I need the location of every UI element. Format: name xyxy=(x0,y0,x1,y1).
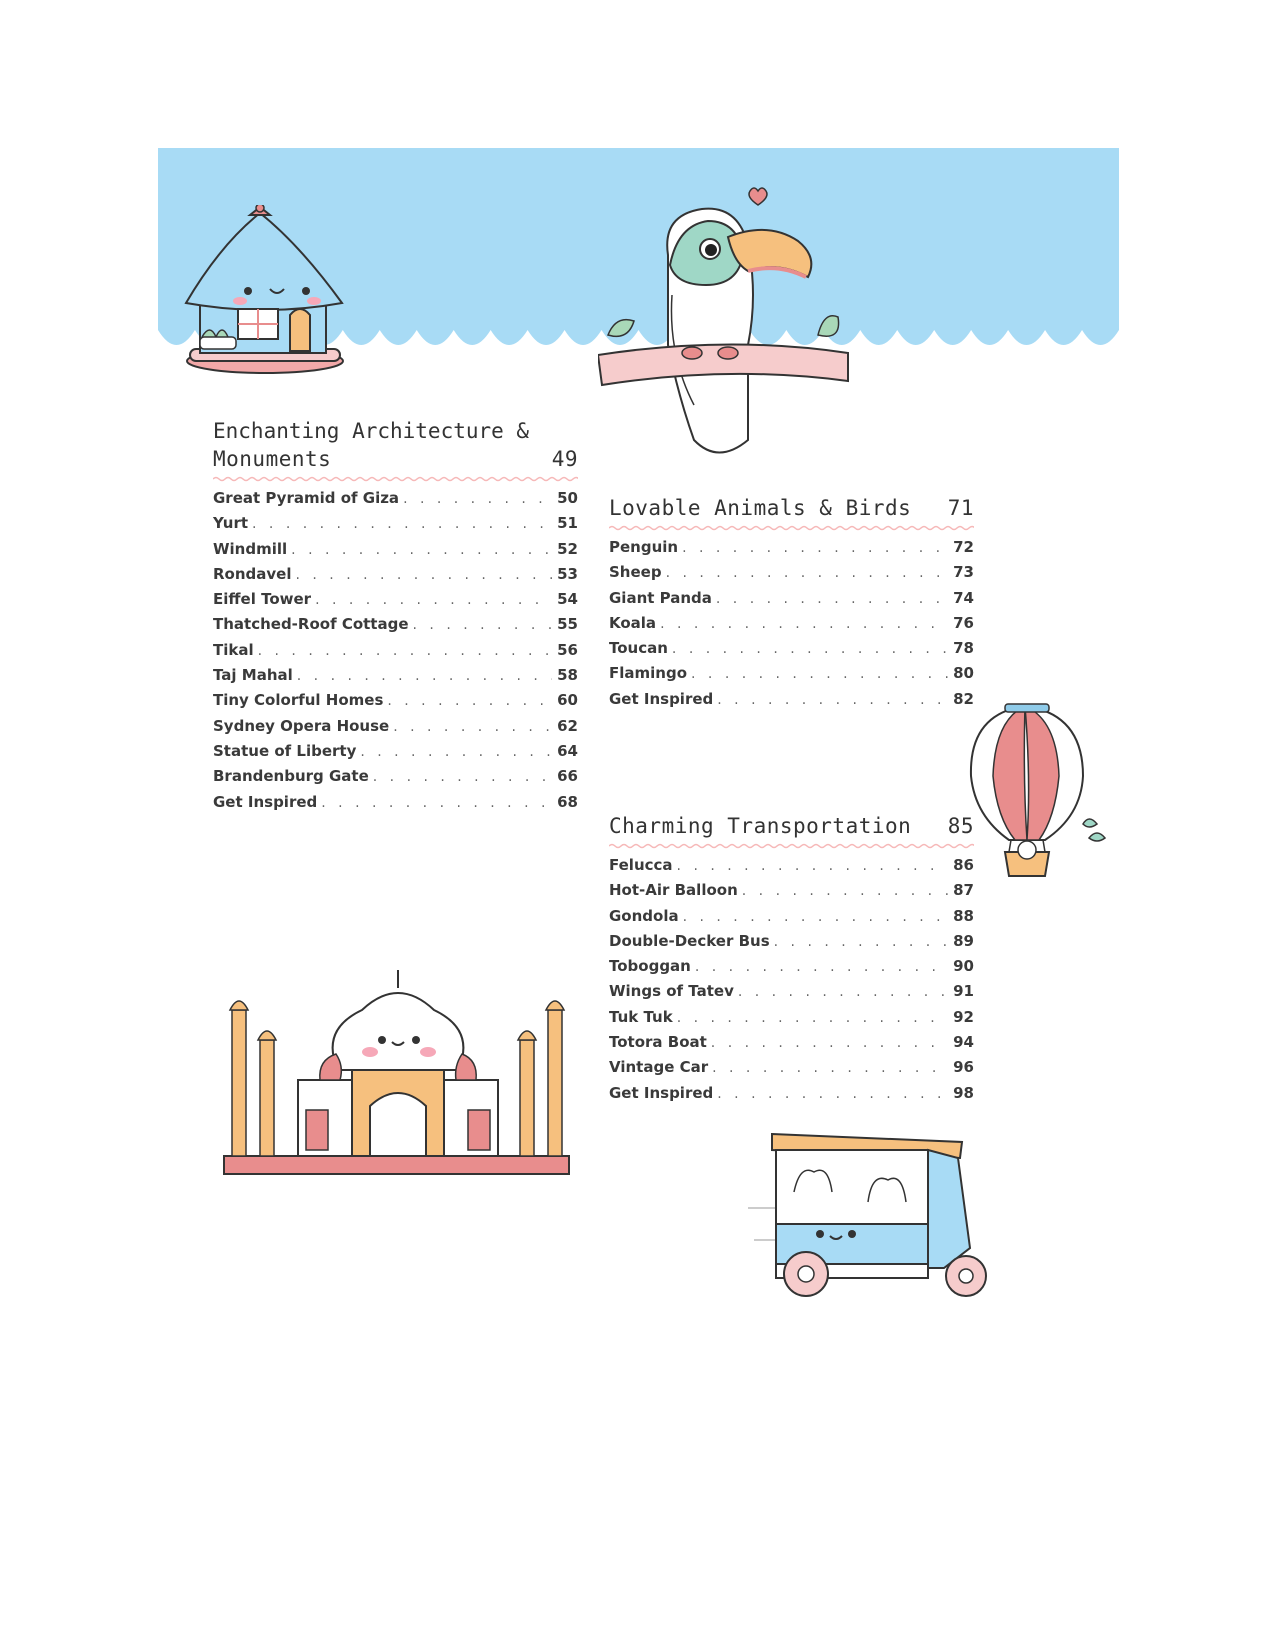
dot-leader xyxy=(716,591,948,607)
toc-entry-title: Tiny Colorful Homes xyxy=(213,691,384,710)
toc-entry[interactable] xyxy=(213,565,578,590)
toc-entry[interactable] xyxy=(609,881,974,906)
toc-entry-title: Giant Panda xyxy=(609,588,712,607)
toc-entry-title: Hot-Air Balloon xyxy=(609,881,738,900)
dot-leader xyxy=(660,616,948,632)
toc-entry[interactable] xyxy=(609,932,974,957)
dot-leader xyxy=(403,491,552,507)
dot-leader xyxy=(742,883,948,899)
dot-leader xyxy=(691,666,948,682)
toc-entry-page: 88 xyxy=(953,906,974,925)
toc-entry[interactable] xyxy=(609,1033,974,1058)
toc-section-architecture xyxy=(213,418,578,818)
taj-mahal-icon xyxy=(220,970,575,1180)
wavy-divider xyxy=(609,842,974,850)
toc-entry-page: 66 xyxy=(557,767,578,786)
toc-entry[interactable] xyxy=(609,690,974,715)
toc-entry-page: 86 xyxy=(953,856,974,874)
toc-list xyxy=(609,538,974,715)
dot-leader xyxy=(711,1035,948,1051)
toc-entry-title: Great Pyramid of Giza xyxy=(213,489,400,507)
toc-entry-title: Brandenburg Gate xyxy=(213,767,369,786)
toc-entry[interactable] xyxy=(609,538,974,563)
dot-leader xyxy=(258,643,552,659)
dot-leader xyxy=(677,858,948,874)
toc-entry[interactable] xyxy=(609,1058,974,1083)
toc-entry-page: 50 xyxy=(557,489,578,507)
section-title: Charming Transportation xyxy=(609,814,912,838)
toc-entry-title: Rondavel xyxy=(213,564,292,583)
toc-entry[interactable] xyxy=(609,982,974,1007)
toc-entry[interactable] xyxy=(609,907,974,932)
toc-entry-title: Sydney Opera House xyxy=(213,716,390,735)
toc-entry[interactable] xyxy=(609,856,974,881)
toc-entry-page: 68 xyxy=(557,792,578,811)
toc-entry-title: Vintage Car xyxy=(609,1058,709,1077)
toc-entry-title: Eiffel Tower xyxy=(213,590,312,609)
hot-air-balloon-icon xyxy=(965,700,1110,885)
toc-entry[interactable] xyxy=(609,614,974,639)
dot-leader xyxy=(387,693,552,709)
toc-entry-title: Taj Mahal xyxy=(213,666,293,685)
toc-entry-title: Tikal xyxy=(213,640,254,659)
toc-entry[interactable] xyxy=(213,691,578,716)
tuk-tuk-icon xyxy=(748,1128,998,1303)
toc-entry-title: Penguin xyxy=(609,538,679,556)
section-title: Lovable Animals & Birds xyxy=(609,496,912,520)
dot-leader xyxy=(666,565,948,581)
toc-entry-page: 58 xyxy=(557,666,578,685)
toc-list xyxy=(609,856,974,1109)
dot-leader xyxy=(373,769,552,785)
toc-entry-page: 56 xyxy=(557,640,578,659)
dot-leader xyxy=(672,641,948,657)
section-title-line1: Enchanting Architecture & xyxy=(213,419,530,443)
toc-section-animals xyxy=(609,494,974,715)
toc-entry[interactable] xyxy=(213,590,578,615)
toc-entry-title: Totora Boat xyxy=(609,1033,707,1052)
toc-entry-page: 96 xyxy=(953,1058,974,1077)
toc-entry-page: 87 xyxy=(953,881,974,900)
toc-entry-page: 72 xyxy=(953,538,974,556)
wavy-divider xyxy=(213,475,578,483)
section-page-number: 49 xyxy=(551,447,578,471)
toc-entry[interactable] xyxy=(213,540,578,565)
toucan-icon xyxy=(598,185,863,470)
toc-entry[interactable] xyxy=(213,641,578,666)
dot-leader xyxy=(291,542,552,558)
dot-leader xyxy=(717,1086,948,1102)
toc-entry-page: 94 xyxy=(953,1033,974,1052)
dot-leader xyxy=(774,934,948,950)
toc-entry-title: Gondola xyxy=(609,906,679,925)
toc-entry-page: 62 xyxy=(557,716,578,735)
dot-leader xyxy=(712,1060,948,1076)
toc-entry-page: 76 xyxy=(953,613,974,632)
toc-entry[interactable] xyxy=(609,1008,974,1033)
toc-entry[interactable] xyxy=(213,615,578,640)
toc-entry-page: 92 xyxy=(953,1007,974,1026)
toc-entry-title: Wings of Tatev xyxy=(609,982,734,1001)
toc-entry-page: 51 xyxy=(557,514,578,533)
toc-entry-title: Sheep xyxy=(609,563,662,582)
rondavel-hut-icon xyxy=(180,205,350,385)
toc-entry-page: 89 xyxy=(953,931,974,950)
toc-entry-title: Tuk Tuk xyxy=(609,1007,673,1026)
section-page-number: 85 xyxy=(947,814,974,838)
toc-entry-page: 64 xyxy=(557,741,578,760)
toc-entry-page: 78 xyxy=(953,639,974,658)
toc-entry-page: 52 xyxy=(557,539,578,558)
toc-entry-page: 91 xyxy=(953,982,974,1001)
dot-leader xyxy=(683,909,948,925)
toc-section-transportation xyxy=(609,812,974,1109)
dot-leader xyxy=(393,719,552,735)
toc-entry[interactable] xyxy=(213,717,578,742)
toc-entry-page: 82 xyxy=(953,689,974,708)
toc-entry-title: Toucan xyxy=(609,639,668,658)
toc-entry[interactable] xyxy=(609,664,974,689)
toc-list xyxy=(213,489,578,818)
toc-entry-page: 60 xyxy=(557,691,578,710)
toc-entry[interactable] xyxy=(213,489,578,514)
toc-entry-page: 54 xyxy=(557,590,578,609)
section-header xyxy=(609,812,974,840)
dot-leader xyxy=(315,592,552,608)
section-header xyxy=(213,445,578,473)
toc-entry-title: Koala xyxy=(609,613,657,632)
toc-entry-title: Get Inspired xyxy=(213,792,318,811)
dot-leader xyxy=(321,795,552,811)
dot-leader xyxy=(695,959,948,975)
toc-entry-page: 80 xyxy=(953,664,974,683)
dot-leader xyxy=(738,984,948,1000)
dot-leader xyxy=(682,540,948,556)
toc-entry[interactable] xyxy=(609,1084,974,1109)
section-header xyxy=(609,494,974,522)
toc-entry-page: 90 xyxy=(953,957,974,976)
wavy-divider xyxy=(609,524,974,532)
toc-entry-title: Windmill xyxy=(213,539,288,558)
toc-entry[interactable] xyxy=(213,793,578,818)
toc-entry[interactable] xyxy=(609,563,974,588)
dot-leader xyxy=(677,1010,948,1026)
dot-leader xyxy=(717,692,948,708)
toc-entry-title: Double-Decker Bus xyxy=(609,931,770,950)
dot-leader xyxy=(296,567,553,583)
toc-entry-title: Flamingo xyxy=(609,664,688,683)
toc-entry-title: Statue of Liberty xyxy=(213,741,357,760)
toc-entry-page: 74 xyxy=(953,588,974,607)
toc-entry-page: 53 xyxy=(557,564,578,583)
dot-leader xyxy=(297,668,552,684)
toc-entry[interactable] xyxy=(609,957,974,982)
toc-entry[interactable] xyxy=(609,639,974,664)
toc-entry[interactable] xyxy=(213,767,578,792)
toc-entry-page: 98 xyxy=(953,1083,974,1102)
toc-entry[interactable] xyxy=(609,589,974,614)
toc-entry-title: Thatched-Roof Cottage xyxy=(213,615,409,634)
toc-entry-page: 55 xyxy=(557,615,578,634)
toc-entry[interactable] xyxy=(213,742,578,767)
toc-entry-title: Get Inspired xyxy=(609,689,714,708)
toc-entry[interactable] xyxy=(213,514,578,539)
toc-entry-title: Felucca xyxy=(609,856,673,874)
dot-leader xyxy=(413,617,552,633)
toc-entry-title: Get Inspired xyxy=(609,1083,714,1102)
section-page-number: 71 xyxy=(947,496,974,520)
dot-leader xyxy=(252,516,552,532)
section-title-line2: Monuments xyxy=(213,447,332,471)
toc-entry[interactable] xyxy=(213,666,578,691)
toc-entry-page: 73 xyxy=(953,563,974,582)
toc-entry-title: Yurt xyxy=(213,514,249,533)
dot-leader xyxy=(360,744,552,760)
toc-entry-title: Toboggan xyxy=(609,957,691,976)
